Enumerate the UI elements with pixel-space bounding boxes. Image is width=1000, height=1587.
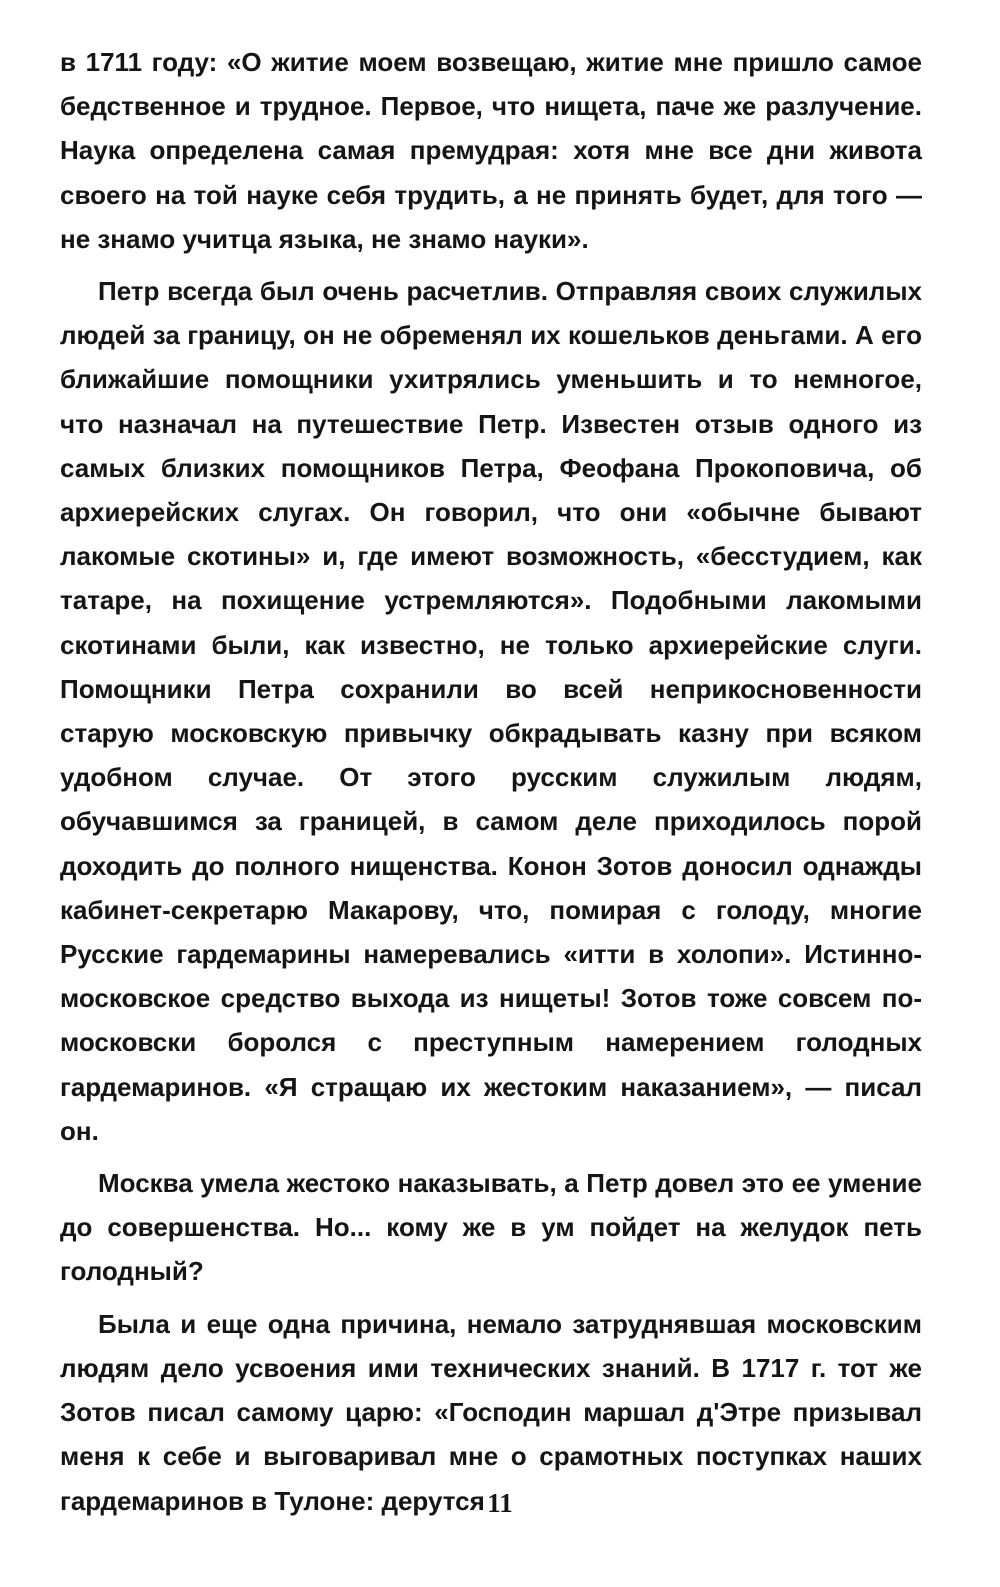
page-body <box>60 40 922 1531</box>
paragraph-2: Петр всегда был очень расчетлив. Отправляя своих служилых людей за границу, он не обременял их кошельков деньгами. А его ближайшие помощники ухитрялись уменьшить и то немногое, что назначал на путешествие Петр. Известен отзыв одного из самых близких помощников Петра, Феофана Прокоповича, об архиерейских слугах. Он говорил, что они «обычне бывают лакомые скотины» и, где имеют возможность, «бесстудием, как татаре, на похищение устремляются». Подобными лакомыми скотинами были, как известно, не только архиерейские слуги. Помощники Петра сохранили во всей неприкосновенности старую московскую привычку обкрадывать казну при всяком удобном случае. От этого русским служилым людям, обучавшимся за границей, в самом деле приходилось порой доходить до полного нищенства. Конон Зотов доносил однажды кабинет-секретарю Макарову, что, помирая с голоду, многие Русские гардемарины намеревались «итти в холопи». Истинно-московское средство выхода из нищеты! Зотов тоже совсем по-московски боролся с преступным намерением голодных гардемаринов. «Я стращаю их жестоким наказанием», — писал он. <box>60 276 922 1146</box>
page-number: 11 <box>487 1488 513 1518</box>
paragraph-4: Была и еще одна причина, немало затруднявшая московским людям дело усвоения ими технических знаний. В 1717 г. тот же Зотов писал самому царю: «Господин маршал д'Этре призывал меня к себе и выговаривал мне о срамотных поступках наших гардемаринов в Тулоне: дерутся <box>60 1308 922 1516</box>
paragraph-3: Москва умела жестоко наказывать, а Петр довел это ее умение до совершенства. Но... кому же в ум пойдет на желудок петь голодный? <box>60 1168 922 1287</box>
paragraph-1: в 1711 году: «О житие моем возвещаю, житие мне пришло самое бедственное и трудное. Первое, что нищета, паче же разлучение. Наука определена самая премудрая: хотя мне все дни живота своего на той науке себя трудить, а не принять будет, для того — не знамо учитца языка, не знамо науки». <box>60 47 922 254</box>
